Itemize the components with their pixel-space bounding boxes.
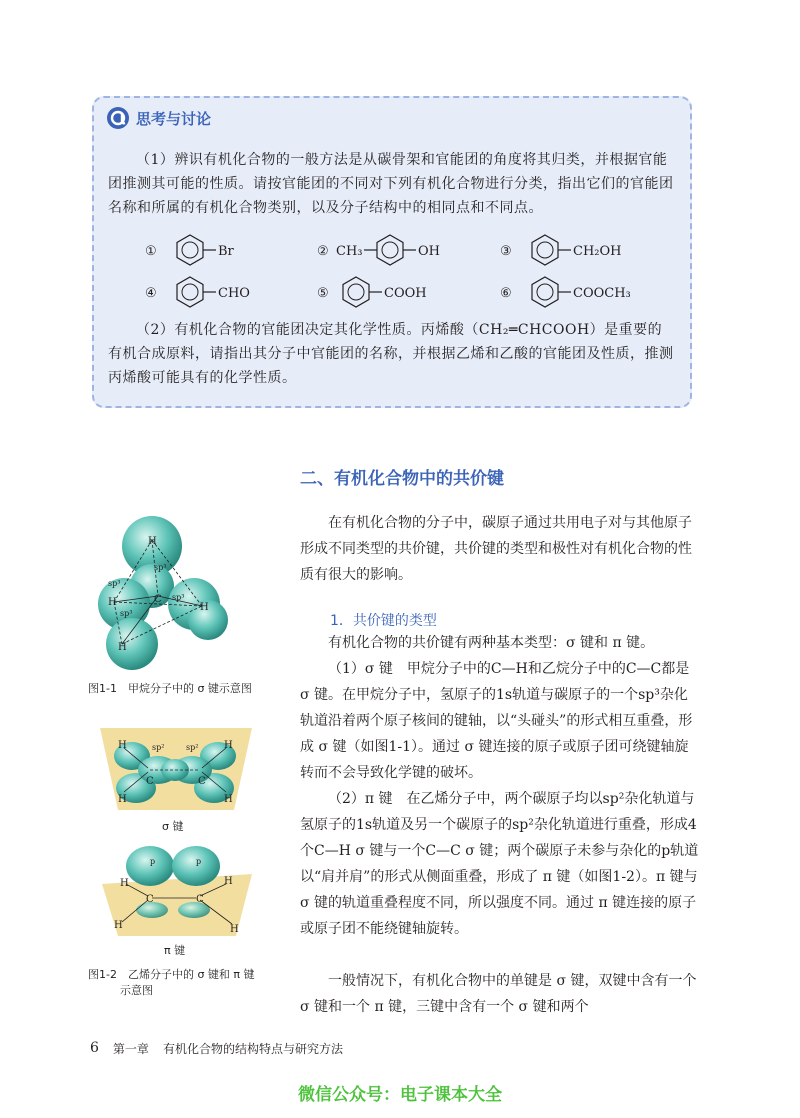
molecule-number: ② [317,244,329,259]
atom-label-h: H [108,597,117,608]
ethylene-sigma-figure [92,726,258,812]
pi-bond-label: π 键 [164,944,186,957]
molecule-4 [145,277,250,307]
atom-label-h: H [118,740,127,751]
page-footer [90,1040,343,1057]
page-number: 6 [90,1040,99,1056]
figure-1-2-caption-line2: 示意图 [120,984,153,997]
methane-sigma-figure [88,512,248,672]
subsection-title: 1．共价键的类型 [330,613,437,629]
orbital-label-p: p [150,857,156,866]
paragraph-bond-types: 有机化合物的共价键有两种基本类型：σ 键和 π 键。 [328,635,655,651]
atom-label-c: C [198,776,206,787]
discussion-header [106,106,211,130]
molecule-number: ③ [500,244,512,259]
discussion-title: 思考与讨论 [136,109,212,128]
atom-label-h: H [148,536,157,547]
molecule-6 [500,277,631,307]
orbital-label-sp3: sp³ [120,609,133,618]
molecule-grid [92,230,692,330]
atom-label-h: H [114,920,123,931]
orbital-label-p: p [196,857,202,866]
atom-label-h: H [118,794,127,805]
paragraph-pi-bond: （2）π 键 在乙烯分子中，两个碳原子均以sp²杂化轨道与氢原子的1s轨道及另一个碳原子的sp²杂化轨道进行重叠，形成4个C—H σ 键与一个C—C σ 键；两个碳原子未参与杂化的p轨道以“肩并肩”的形式从侧面重叠，形成了 π 键（如图1-2）。π 键与 σ 键的轨道重叠程度不同，所以强度不同。通过 π 键连接的原子或原子团不能绕键轴旋转。 [300,791,699,937]
orbital-label-sp2: sp² [186,743,199,752]
section-title: 二、有机化合物中的共价键 [300,469,504,489]
atom-label-h: H [120,878,129,889]
molecule-left-group: CH₃ [336,244,363,259]
section-intro: 在有机化合物的分子中，碳原子通过共用电子对与其他原子形成不同类型的共价键，共价键的类型和极性对有机化合物的性质有很大的影响。 [300,515,692,583]
molecule-group: COOH [384,286,427,301]
orbital-label-sp2: sp² [152,743,165,752]
orbital-label-sp3: sp³ [108,579,121,588]
orbital-label-sp3: sp³ [172,593,185,602]
molecule-group: COOCH₃ [573,286,631,301]
molecule-number: ⑤ [317,286,329,301]
atom-label-h: H [224,740,233,751]
molecule-5 [317,277,427,307]
atom-label-h: H [224,876,233,887]
chapter-label: 第一章 [112,1042,149,1056]
discussion-paragraph-2: （2）有机化合物的官能团决定其化学性质。丙烯酸（CH₂═CHCOOH）是重要的有机合成原料，请指出其分子中官能团的名称，并根据乙烯和乙酸的官能团及性质，推测丙烯酸可能具有的化学性质。 [108,322,674,386]
orbital-label-sp3: sp³ [154,563,167,572]
molecule-group: CHO [218,286,250,301]
atom-label-c: C [196,894,204,905]
atom-label-h: H [118,642,127,653]
paragraph-single-double-triple: 一般情况下，有机化合物中的单键是 σ 键，双键中含有一个 σ 键和一个 π 键，三键中含有一个 σ 键和两个 [300,973,697,1015]
figure-1-2-caption-line1: 图1-2 乙烯分子中的 σ 键和 π 键 [88,968,255,981]
atom-label-c: C [154,594,162,605]
paragraph-sigma-bond: （1）σ 键 甲烷分子中的C—H和乙烷分子中的C—C都是 σ 键。在甲烷分子中，氢原子的1s轨道与碳原子的一个sp³杂化轨道沿着两个原子核间的键轴，以“头碰头”的形式相互重叠，形成 σ 键（如图1-1）。通过 σ 键连接的原子或原子团可绕键轴旋转而不会导致化学键的破坏。 [300,661,693,781]
molecule-number: ① [145,244,157,259]
molecule-group: CH₂OH [573,244,622,259]
molecule-number: ④ [145,286,157,301]
sigma-bond-label: σ 键 [162,820,184,833]
watermark-text: 微信公众号：电子课本大全 [298,1085,502,1105]
discussion-icon [106,106,130,130]
ethylene-pi-figure [92,844,262,936]
molecule-3 [500,235,622,265]
atom-label-h: H [224,794,233,805]
discussion-paragraph-1: （1）辨识有机化合物的一般方法是从碳骨架和官能团的角度将其归类，并根据官能团推测其可能的性质。请按官能团的不同对下列有机化合物进行分类，指出它们的官能团名称和所属的有机化合物类别，以及分子结构中的相同点和不同点。 [108,152,674,216]
atom-label-c: C [146,776,154,787]
chapter-title: 有机化合物的结构特点与研究方法 [162,1042,343,1056]
atom-label-h: H [230,924,239,935]
molecule-1 [145,235,235,265]
figure-1-1-caption: 图1-1 甲烷分子中的 σ 键示意图 [88,682,252,695]
atom-label-c: C [146,894,154,905]
molecule-group: OH [418,244,440,259]
molecule-number: ⑥ [500,286,512,301]
molecule-group: Br [218,244,234,259]
molecule-2 [317,235,440,265]
atom-label-h: H [200,602,209,613]
